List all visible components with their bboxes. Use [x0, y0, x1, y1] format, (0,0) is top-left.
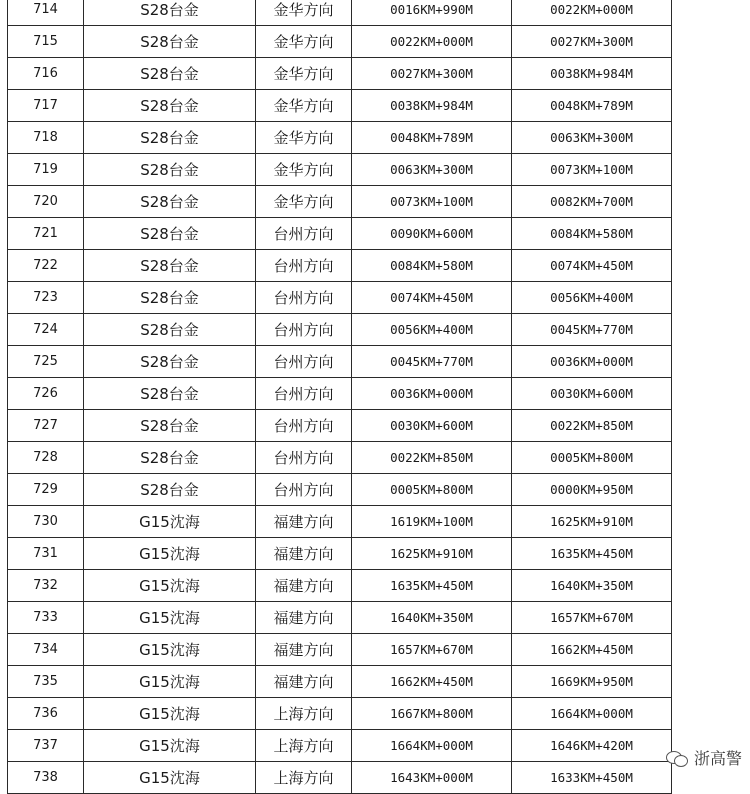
table-row [8, 154, 672, 186]
row-number-cell: 738 [8, 762, 84, 794]
direction-cell: 上海方向 [256, 762, 352, 794]
end-stake-cell: 1625KM+910M [512, 506, 672, 538]
direction-cell: 福建方向 [256, 634, 352, 666]
row-number-cell: 722 [8, 250, 84, 282]
end-stake-cell: 0036KM+000M [512, 346, 672, 378]
end-stake-cell: 1657KM+670M [512, 602, 672, 634]
table-row [8, 762, 672, 794]
row-number-cell: 734 [8, 634, 84, 666]
road-name-cell: G15沈海 [84, 570, 256, 602]
end-stake-cell: 0084KM+580M [512, 218, 672, 250]
watermark-text: 浙高警 [693, 749, 742, 768]
direction-cell: 福建方向 [256, 570, 352, 602]
road-name-cell: S28台金 [84, 122, 256, 154]
start-stake-cell: 0074KM+450M [352, 282, 512, 314]
road-name-cell: S28台金 [84, 26, 256, 58]
table-row [8, 410, 672, 442]
end-stake-cell: 0030KM+600M [512, 378, 672, 410]
row-number-cell: 724 [8, 314, 84, 346]
start-stake-cell: 0090KM+600M [352, 218, 512, 250]
row-number-cell: 727 [8, 410, 84, 442]
end-stake-cell: 1640KM+350M [512, 570, 672, 602]
table-row [8, 26, 672, 58]
start-stake-cell: 0045KM+770M [352, 346, 512, 378]
direction-cell: 台州方向 [256, 250, 352, 282]
start-stake-cell: 0036KM+000M [352, 378, 512, 410]
end-stake-cell: 0022KM+850M [512, 410, 672, 442]
road-name-cell: S28台金 [84, 90, 256, 122]
row-number-cell: 731 [8, 538, 84, 570]
table-row [8, 90, 672, 122]
road-name-cell: G15沈海 [84, 762, 256, 794]
start-stake-cell: 1662KM+450M [352, 666, 512, 698]
row-number-cell: 718 [8, 122, 84, 154]
start-stake-cell: 0084KM+580M [352, 250, 512, 282]
direction-cell: 金华方向 [256, 0, 352, 26]
end-stake-cell: 1664KM+000M [512, 698, 672, 730]
road-name-cell: S28台金 [84, 378, 256, 410]
start-stake-cell: 0038KM+984M [352, 90, 512, 122]
wechat-icon [666, 749, 688, 767]
road-name-cell: S28台金 [84, 154, 256, 186]
row-number-cell: 719 [8, 154, 84, 186]
direction-cell: 台州方向 [256, 218, 352, 250]
end-stake-cell: 0048KM+789M [512, 90, 672, 122]
end-stake-cell: 0005KM+800M [512, 442, 672, 474]
road-name-cell: S28台金 [84, 346, 256, 378]
end-stake-cell: 0027KM+300M [512, 26, 672, 58]
table-row [8, 186, 672, 218]
road-name-cell: S28台金 [84, 410, 256, 442]
row-number-cell: 728 [8, 442, 84, 474]
direction-cell: 台州方向 [256, 378, 352, 410]
row-number-cell: 733 [8, 602, 84, 634]
row-number-cell: 729 [8, 474, 84, 506]
direction-cell: 上海方向 [256, 698, 352, 730]
start-stake-cell: 1657KM+670M [352, 634, 512, 666]
row-number-cell: 726 [8, 378, 84, 410]
start-stake-cell: 0048KM+789M [352, 122, 512, 154]
road-name-cell: G15沈海 [84, 634, 256, 666]
table-row [8, 570, 672, 602]
row-number-cell: 735 [8, 666, 84, 698]
road-name-cell: G15沈海 [84, 666, 256, 698]
road-name-cell: G15沈海 [84, 538, 256, 570]
end-stake-cell: 0073KM+100M [512, 154, 672, 186]
table-row [8, 730, 672, 762]
direction-cell: 福建方向 [256, 602, 352, 634]
direction-cell: 金华方向 [256, 186, 352, 218]
row-number-cell: 716 [8, 58, 84, 90]
start-stake-cell: 1667KM+800M [352, 698, 512, 730]
row-number-cell: 737 [8, 730, 84, 762]
direction-cell: 台州方向 [256, 314, 352, 346]
start-stake-cell: 1664KM+000M [352, 730, 512, 762]
table-row [8, 282, 672, 314]
table-row [8, 474, 672, 506]
start-stake-cell: 1635KM+450M [352, 570, 512, 602]
direction-cell: 台州方向 [256, 282, 352, 314]
start-stake-cell: 1643KM+000M [352, 762, 512, 794]
table-row [8, 378, 672, 410]
start-stake-cell: 0063KM+300M [352, 154, 512, 186]
road-name-cell: S28台金 [84, 282, 256, 314]
direction-cell: 台州方向 [256, 474, 352, 506]
row-number-cell: 714 [8, 0, 84, 26]
direction-cell: 金华方向 [256, 122, 352, 154]
road-name-cell: S28台金 [84, 186, 256, 218]
end-stake-cell: 1662KM+450M [512, 634, 672, 666]
table-row [8, 506, 672, 538]
end-stake-cell: 0045KM+770M [512, 314, 672, 346]
direction-cell: 金华方向 [256, 26, 352, 58]
direction-cell: 金华方向 [256, 154, 352, 186]
direction-cell: 福建方向 [256, 506, 352, 538]
direction-cell: 金华方向 [256, 90, 352, 122]
table-row [8, 698, 672, 730]
road-name-cell: S28台金 [84, 314, 256, 346]
table-row [8, 58, 672, 90]
direction-cell: 台州方向 [256, 346, 352, 378]
row-number-cell: 720 [8, 186, 84, 218]
table-row [8, 250, 672, 282]
row-number-cell: 725 [8, 346, 84, 378]
start-stake-cell: 0030KM+600M [352, 410, 512, 442]
road-name-cell: S28台金 [84, 250, 256, 282]
direction-cell: 上海方向 [256, 730, 352, 762]
row-number-cell: 715 [8, 26, 84, 58]
end-stake-cell: 1646KM+420M [512, 730, 672, 762]
row-number-cell: 736 [8, 698, 84, 730]
direction-cell: 金华方向 [256, 58, 352, 90]
table-row [8, 442, 672, 474]
row-number-cell: 723 [8, 282, 84, 314]
road-name-cell: S28台金 [84, 474, 256, 506]
table-row [8, 346, 672, 378]
start-stake-cell: 0073KM+100M [352, 186, 512, 218]
end-stake-cell: 0074KM+450M [512, 250, 672, 282]
table-row [8, 634, 672, 666]
direction-cell: 台州方向 [256, 410, 352, 442]
end-stake-cell: 0000KM+950M [512, 474, 672, 506]
table-row [8, 218, 672, 250]
row-number-cell: 717 [8, 90, 84, 122]
end-stake-cell: 0056KM+400M [512, 282, 672, 314]
road-name-cell: G15沈海 [84, 506, 256, 538]
road-name-cell: S28台金 [84, 58, 256, 90]
table-row [8, 602, 672, 634]
row-number-cell: 721 [8, 218, 84, 250]
end-stake-cell: 1633KM+450M [512, 762, 672, 794]
end-stake-cell: 0063KM+300M [512, 122, 672, 154]
start-stake-cell: 0022KM+000M [352, 26, 512, 58]
road-name-cell: G15沈海 [84, 602, 256, 634]
table-row [8, 666, 672, 698]
road-section-table-container [7, 0, 671, 794]
direction-cell: 台州方向 [256, 442, 352, 474]
table-row [8, 314, 672, 346]
end-stake-cell: 0038KM+984M [512, 58, 672, 90]
end-stake-cell: 0082KM+700M [512, 186, 672, 218]
road-section-table [7, 0, 672, 794]
start-stake-cell: 0027KM+300M [352, 58, 512, 90]
table-body [8, 0, 672, 794]
start-stake-cell: 1640KM+350M [352, 602, 512, 634]
row-number-cell: 730 [8, 506, 84, 538]
start-stake-cell: 0016KM+990M [352, 0, 512, 26]
road-name-cell: S28台金 [84, 218, 256, 250]
table-row [8, 0, 672, 26]
table-row [8, 122, 672, 154]
start-stake-cell: 0005KM+800M [352, 474, 512, 506]
road-name-cell: G15沈海 [84, 698, 256, 730]
direction-cell: 福建方向 [256, 666, 352, 698]
row-number-cell: 732 [8, 570, 84, 602]
start-stake-cell: 0056KM+400M [352, 314, 512, 346]
end-stake-cell: 1669KM+950M [512, 666, 672, 698]
road-name-cell: G15沈海 [84, 730, 256, 762]
end-stake-cell: 1635KM+450M [512, 538, 672, 570]
end-stake-cell: 0022KM+000M [512, 0, 672, 26]
table-row [8, 538, 672, 570]
road-name-cell: S28台金 [84, 442, 256, 474]
start-stake-cell: 1625KM+910M [352, 538, 512, 570]
start-stake-cell: 0022KM+850M [352, 442, 512, 474]
road-name-cell: S28台金 [84, 0, 256, 26]
direction-cell: 福建方向 [256, 538, 352, 570]
watermark [666, 746, 742, 769]
start-stake-cell: 1619KM+100M [352, 506, 512, 538]
